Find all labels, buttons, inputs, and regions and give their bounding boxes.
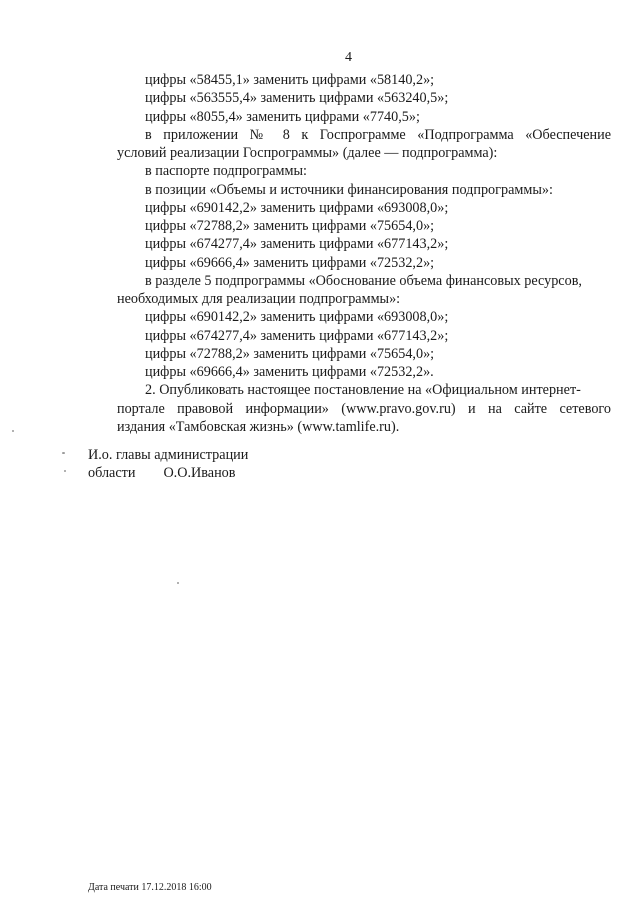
body-line: цифры «674277,4» заменить цифрами «677143,2»; [145, 327, 449, 344]
print-date: Дата печати 17.12.2018 16:00 [88, 882, 212, 893]
signature-block [88, 446, 248, 482]
body-line: цифры «58455,1» заменить цифрами «58140,2»; [145, 72, 435, 88]
scan-speck [62, 452, 65, 454]
signatory-region: области [88, 465, 136, 481]
body-line: цифры «69666,4» заменить цифрами «72532,2». [145, 364, 434, 380]
body-line: 2. Опубликовать настоящее постановление на «Официальном интернет- [145, 382, 581, 399]
scan-speck [12, 430, 14, 432]
body-line: в приложении № 8 к Госпрограмме «Подпрограмма «Обеспечение [145, 126, 611, 143]
body-line: цифры «690142,2» заменить цифрами «693008,0»; [145, 199, 449, 216]
body-line: издания «Тамбовская жизнь» (www.tamlife.ru). [117, 418, 400, 435]
body-line: цифры «674277,4» заменить цифрами «677143,2»; [145, 236, 449, 253]
page-number: 4 [345, 50, 352, 65]
body-line: условий реализации Госпрограммы» (далее — подпрограмма): [117, 145, 498, 161]
body-line: цифры «69666,4» заменить цифрами «72532,2»; [145, 254, 435, 271]
signatory-title: И.о. главы администрации [88, 447, 249, 463]
body-line: цифры «72788,2» заменить цифрами «75654,0»; [145, 218, 435, 234]
body-line: портале правовой информации» (www.pravo.gov.ru) и на сайте сетевого [117, 400, 611, 417]
body-line: цифры «563555,4» заменить цифрами «563240,5»; [145, 90, 449, 107]
scan-speck [64, 470, 66, 472]
body-line: цифры «690142,2» заменить цифрами «693008,0»; [145, 309, 449, 326]
body-line: цифры «8055,4» заменить цифрами «7740,5»; [145, 108, 420, 125]
body-line: в позиции «Объемы и источники финансирования подпрограммы»: [145, 181, 553, 198]
signatory-region-line [88, 464, 248, 482]
document-body [117, 71, 611, 436]
body-line: необходимых для реализации подпрограммы»: [117, 291, 401, 307]
body-line: в разделе 5 подпрограммы «Обоснование объема финансовых ресурсов, [145, 272, 582, 289]
signatory-name: О.О.Иванов [163, 465, 236, 481]
scan-speck [177, 582, 179, 584]
body-line: в паспорте подпрограммы: [145, 163, 307, 180]
body-line: цифры «72788,2» заменить цифрами «75654,0»; [145, 345, 435, 362]
